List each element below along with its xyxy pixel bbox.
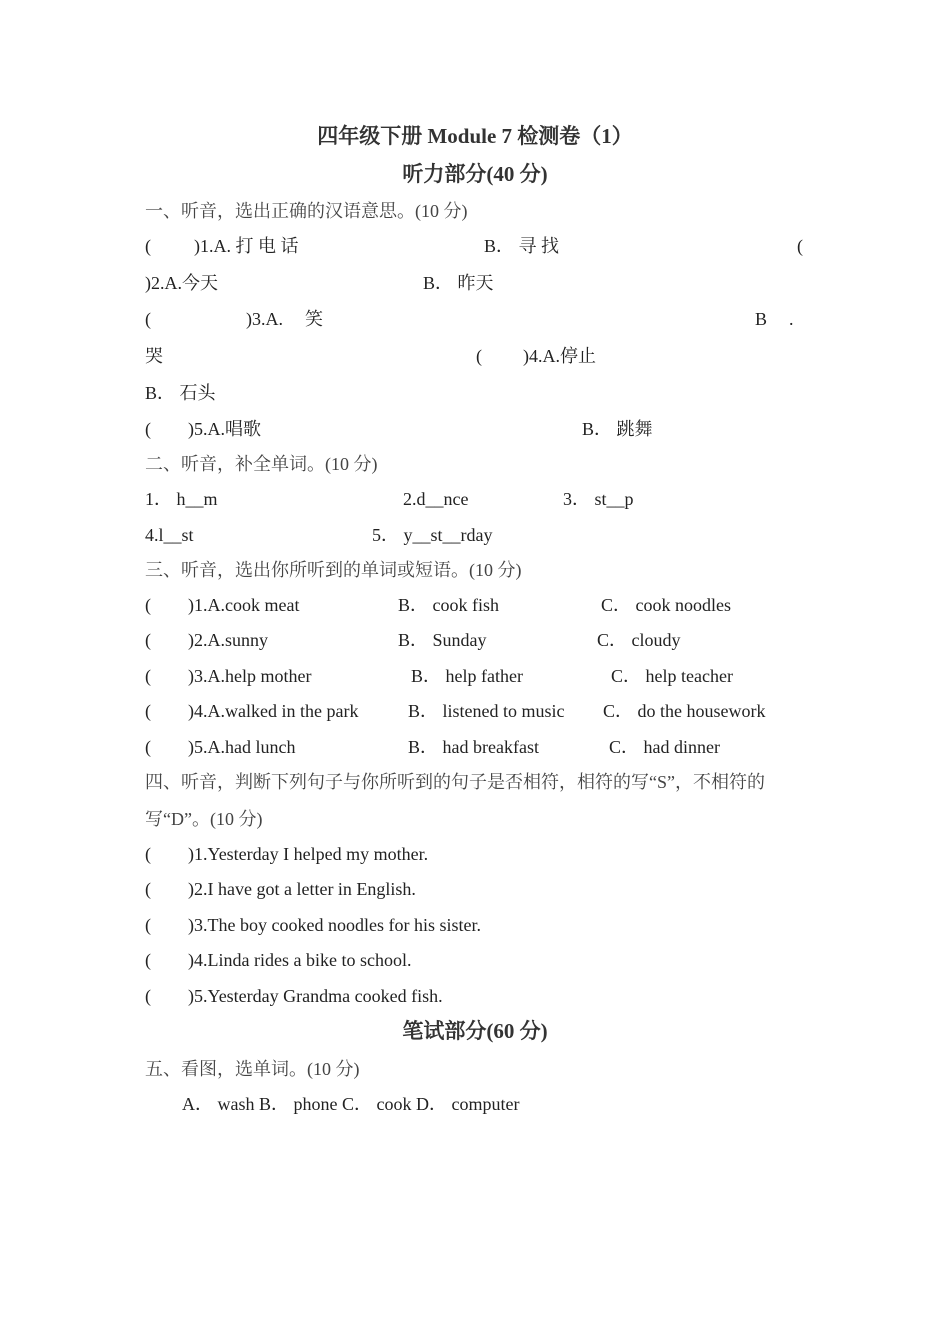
q5-open-paren: ( bbox=[145, 419, 151, 439]
p3-row-option-c: C． had dinner bbox=[609, 737, 720, 757]
q3-option-a: )3.A. bbox=[246, 309, 283, 329]
p3-row-option-c: C． do the housework bbox=[603, 701, 766, 721]
p4-row-open-paren: ( bbox=[145, 986, 151, 1006]
p4-row-open-paren: ( bbox=[145, 844, 151, 864]
p3-row-option-a: )5.A.had lunch bbox=[188, 737, 296, 757]
part4-instruction-line1: 四、听音，判断下列句子与你所听到的句子是否相符，相符的写“S”，不相符的 bbox=[145, 772, 765, 792]
q5-option-b: B． 跳舞 bbox=[582, 419, 653, 439]
part4-instruction-line2: 写“D”。(10 分) bbox=[145, 809, 263, 829]
q3-option-b-dot: . bbox=[789, 309, 794, 329]
p3-row-open-paren: ( bbox=[145, 737, 151, 757]
q1-option-b: B． 寻 找 bbox=[484, 236, 560, 256]
p4-row-open-paren: ( bbox=[145, 950, 151, 970]
part3-instruction: 三、听音，选出你所听到的单词或短语。(10 分) bbox=[145, 560, 522, 580]
q1-open-paren: ( bbox=[145, 236, 151, 256]
p3-row-option-c: C． help teacher bbox=[611, 666, 733, 686]
listening-section-header: 听力部分(40 分) bbox=[402, 162, 548, 186]
word-blank-5: 5． y__st__rday bbox=[372, 525, 493, 545]
part2-instruction: 二、听音，补全单词。(10 分) bbox=[145, 454, 378, 474]
p3-row-option-a: )4.A.walked in the park bbox=[188, 701, 359, 721]
part1-instruction: 一、听音，选出正确的汉语意思。(10 分) bbox=[145, 201, 468, 221]
q4-open-paren: ( bbox=[476, 346, 482, 366]
p3-row-option-c: C． cloudy bbox=[597, 630, 681, 650]
q2-open-paren: ( bbox=[797, 236, 803, 256]
q4-option-a: )4.A.停止 bbox=[523, 346, 596, 366]
part5-instruction: 五、看图，选单词。(10 分) bbox=[145, 1059, 360, 1079]
p3-row-option-b: B． listened to music bbox=[408, 701, 565, 721]
word-blank-3: 3． st__p bbox=[563, 489, 634, 509]
p3-row-option-b: B． had breakfast bbox=[408, 737, 539, 757]
word-blank-1: 1． h__m bbox=[145, 489, 218, 509]
p4-row-sentence: )1.Yesterday I helped my mother. bbox=[188, 844, 429, 864]
p3-row-open-paren: ( bbox=[145, 666, 151, 686]
p3-row-open-paren: ( bbox=[145, 595, 151, 615]
q4-option-b: B． 石头 bbox=[145, 383, 216, 403]
q3-option-b-word: 哭 bbox=[145, 346, 163, 366]
p4-row-sentence: )3.The boy cooked noodles for his sister. bbox=[188, 915, 481, 935]
q3-option-a-word: 笑 bbox=[305, 309, 323, 329]
q5-option-a: )5.A.唱歌 bbox=[188, 419, 261, 439]
q3-open-paren: ( bbox=[145, 309, 151, 329]
p3-row-option-a: )1.A.cook meat bbox=[188, 595, 300, 615]
p3-row-option-b: B． help father bbox=[411, 666, 523, 686]
p4-row-sentence: )2.I have got a letter in English. bbox=[188, 879, 416, 899]
p3-row-option-b: B． Sunday bbox=[398, 630, 487, 650]
p3-row-option-b: B． cook fish bbox=[398, 595, 499, 615]
part5-word-options: A． wash B． phone C． cook D． computer bbox=[182, 1094, 520, 1114]
p4-row-sentence: )4.Linda rides a bike to school. bbox=[188, 950, 412, 970]
q1-option-a: )1.A. 打 电 话 bbox=[194, 236, 299, 256]
q2-option-a: )2.A.今天 bbox=[145, 273, 218, 293]
p4-row-open-paren: ( bbox=[145, 879, 151, 899]
p4-row-sentence: )5.Yesterday Grandma cooked fish. bbox=[188, 986, 443, 1006]
q2-option-b: B． 昨天 bbox=[423, 273, 494, 293]
word-blank-2: 2.d__nce bbox=[403, 489, 469, 509]
p3-row-option-a: )3.A.help mother bbox=[188, 666, 312, 686]
writing-section-header: 笔试部分(60 分) bbox=[402, 1019, 548, 1043]
p3-row-open-paren: ( bbox=[145, 701, 151, 721]
word-blank-4: 4.l__st bbox=[145, 525, 194, 545]
q3-option-b: B bbox=[755, 309, 768, 329]
p4-row-open-paren: ( bbox=[145, 915, 151, 935]
page-title: 四年级下册 Module 7 检测卷（1） bbox=[317, 124, 633, 148]
p3-row-open-paren: ( bbox=[145, 630, 151, 650]
p3-row-option-a: )2.A.sunny bbox=[188, 630, 268, 650]
p3-row-option-c: C． cook noodles bbox=[601, 595, 731, 615]
